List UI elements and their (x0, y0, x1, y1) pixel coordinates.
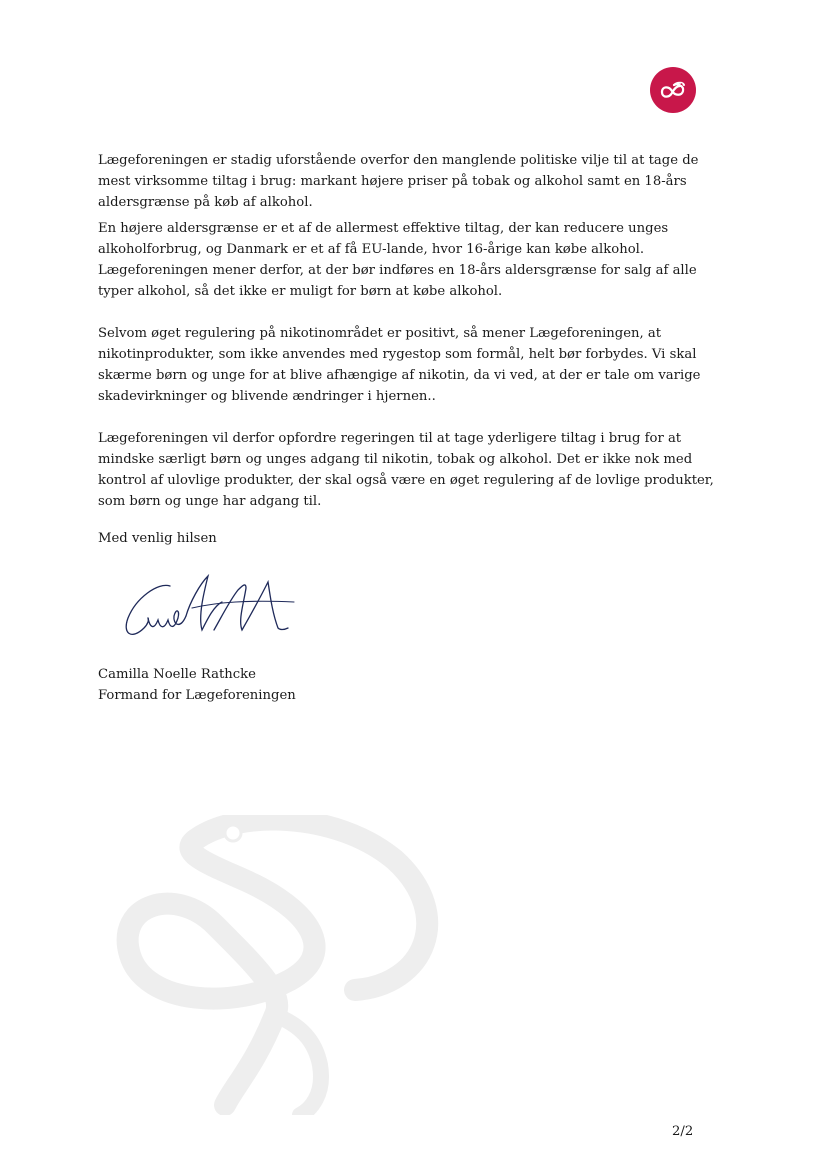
handwritten-signature-icon (118, 572, 298, 646)
signer-name: Camilla Noelle Rathcke (98, 667, 256, 682)
snake-watermark-icon (85, 815, 445, 1115)
laegeforeningen-logo-icon (650, 67, 696, 113)
paragraph-age-limit-alcohol: En højere aldersgrænse er et af de allermest effektive tiltag, der kan reducere unges alkoholforbrug, og Danmark er et af få EU-lande, hvor 16-årige kan købe alkohol. Lægeforeningen mener derfor, at der bør indføres en 18-års aldersgrænse for salg af alle typer alkohol, så det ikke er muligt for børn at købe alkohol. (98, 221, 697, 299)
signer-block (98, 664, 296, 706)
closing-greeting: Med venlig hilsen (98, 531, 217, 546)
paragraph-nicotine-products: Selvom øget regulering på nikotinområdet er positivt, så mener Lægeforeningen, at nikotinprodukter, som ikke anvendes med rygestop som formål, helt bør forbydes. Vi skal skærme børn og unge for at blive afhængige af nikotin, da vi ved, at der er tale om varige skadevirkninger og blivende ændringer i hjernen.. (98, 326, 701, 404)
page-number: 2/2 (672, 1124, 694, 1139)
paragraph-further-measures: Lægeforeningen vil derfor opfordre regeringen til at tage yderligere tiltag i brug for at mindske særligt børn og unges adgang til nikotin, tobak og alkohol. Det er ikke nok med kontrol af ulovlige produkter, der skal også være en øget regulering af de lovlige produkter, som børn og unge har adgang til. (98, 431, 714, 509)
paragraph-price-age-limit: Lægeforeningen er stadig uforstående overfor den manglende politiske vilje til at tage de mest virksomme tiltag i brug: markant højere priser på tobak og alkohol samt en 18-års aldersgrænse på køb af alkohol. (98, 153, 699, 210)
signer-title: Formand for Lægeforeningen (98, 688, 296, 703)
letter-body (98, 150, 718, 512)
